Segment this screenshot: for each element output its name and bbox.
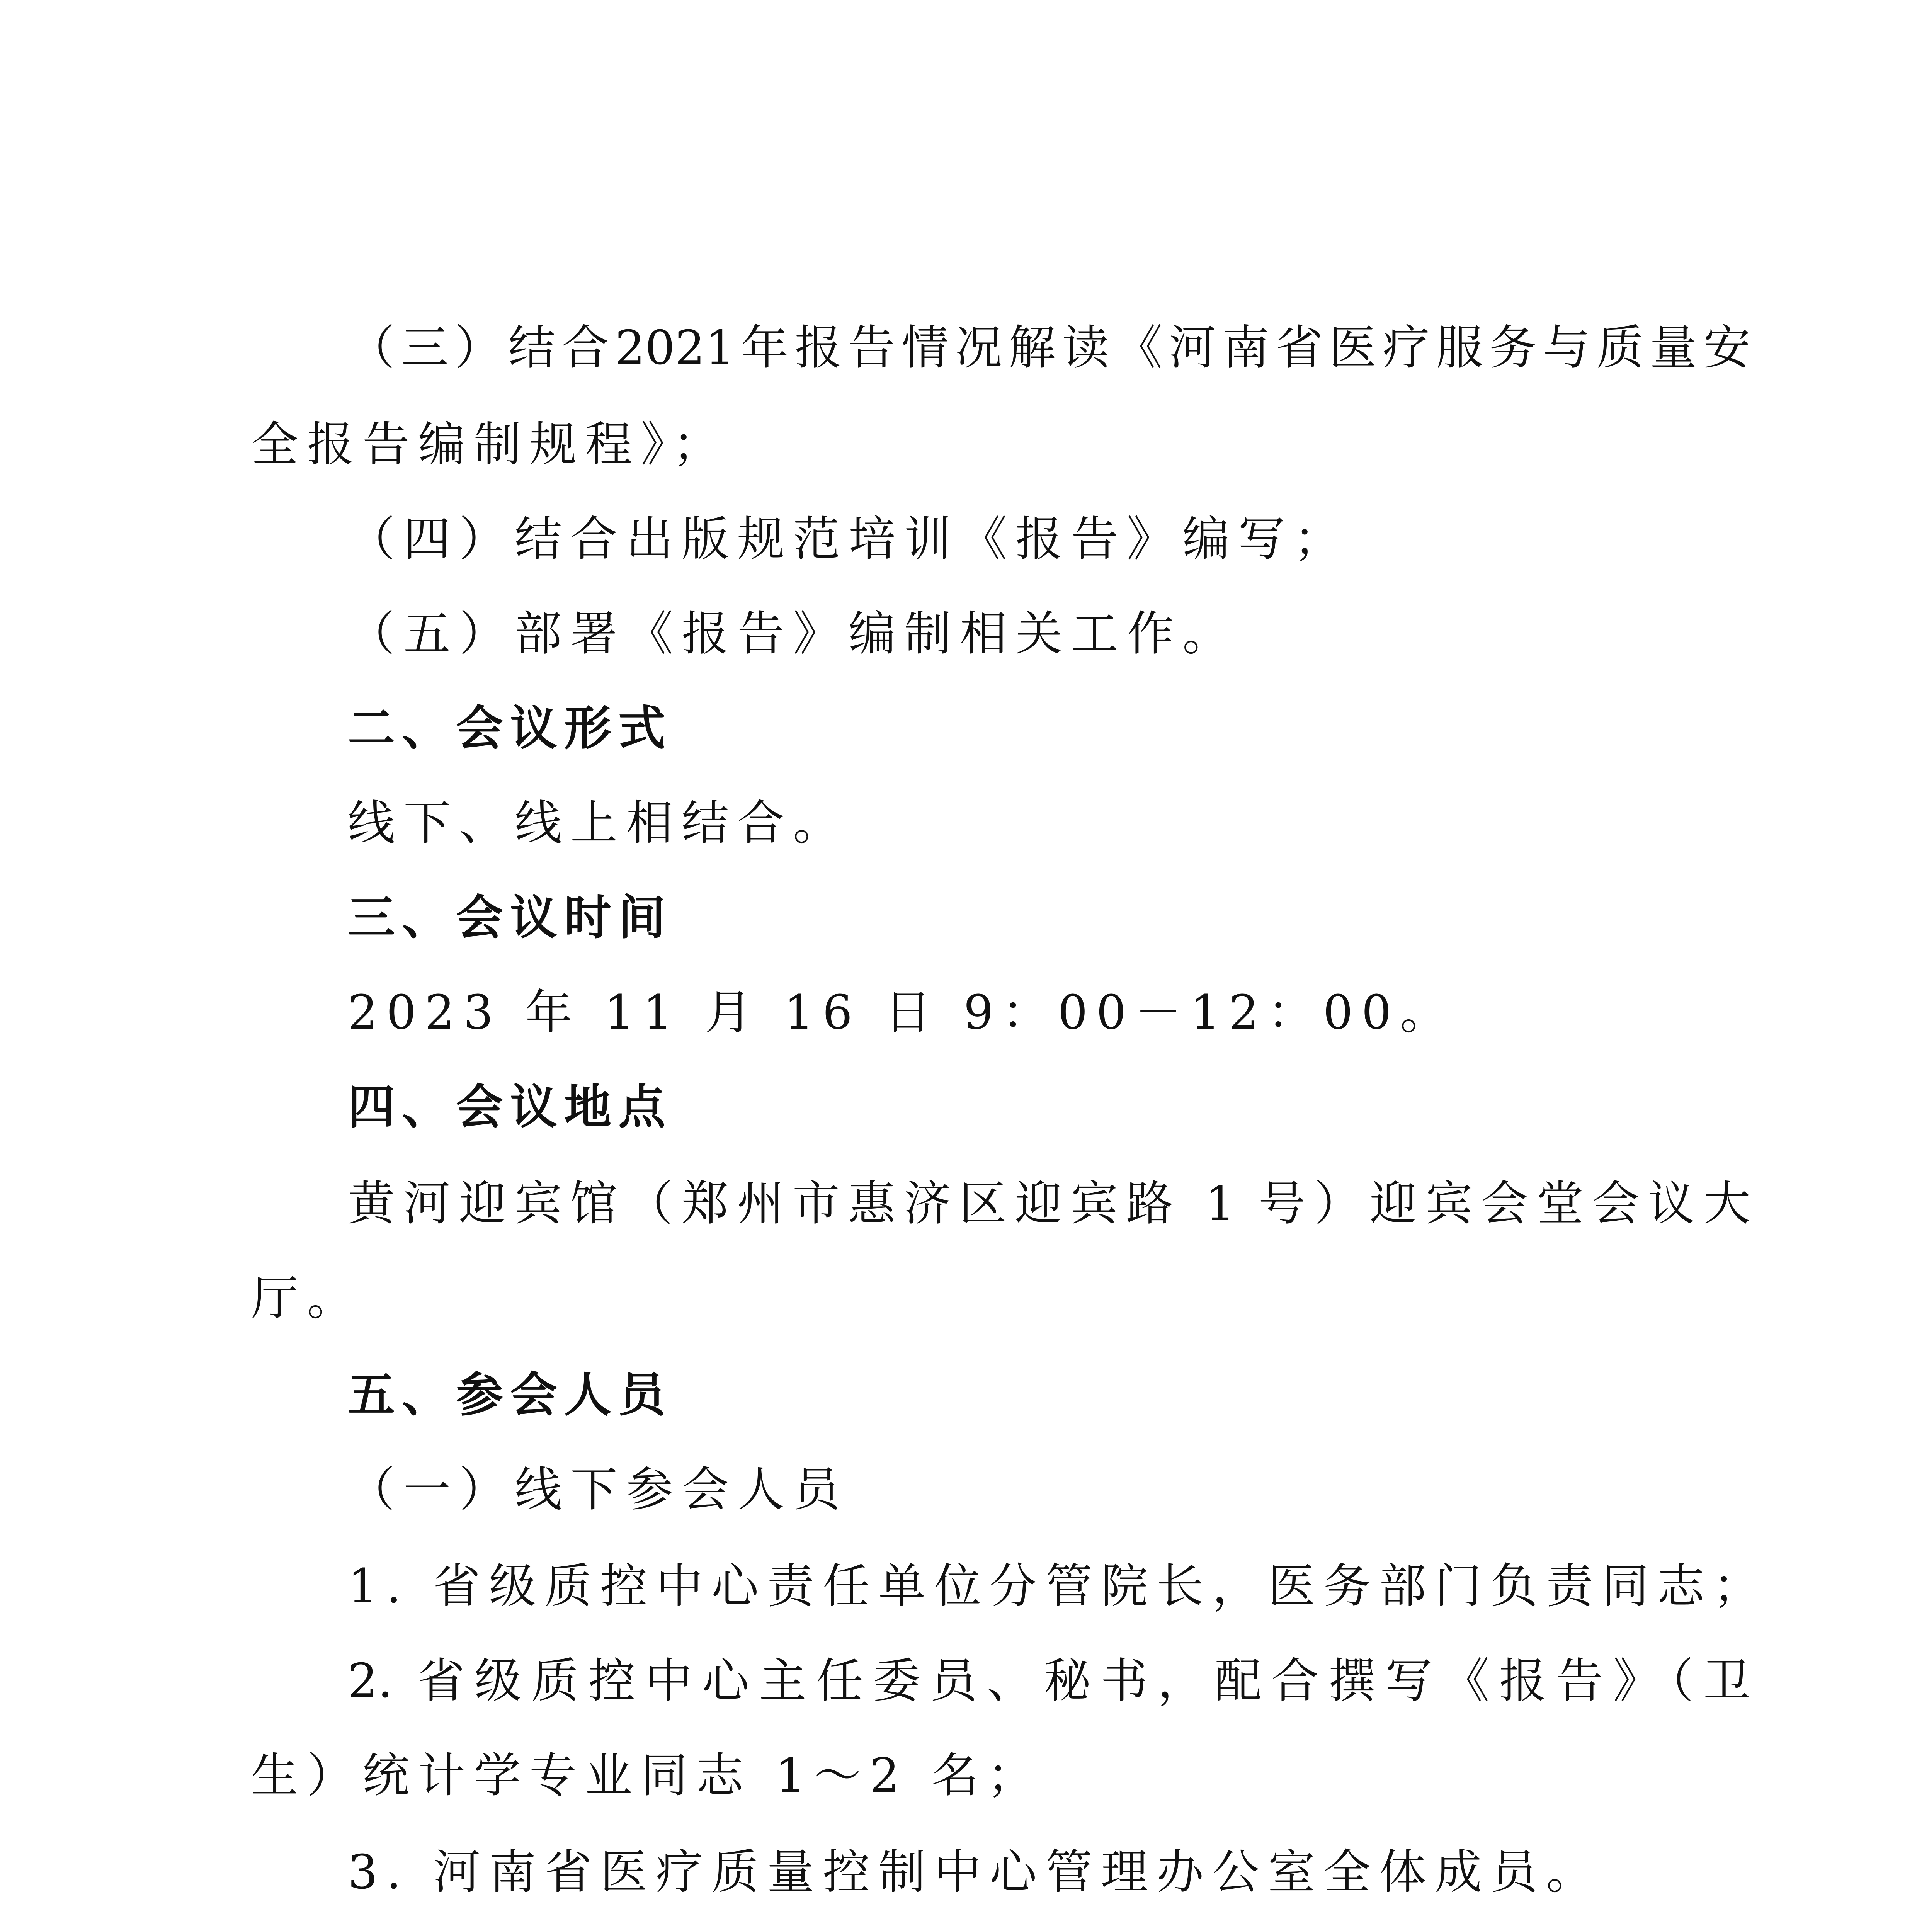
meeting-location-line-2: 厅。 — [251, 1271, 362, 1326]
offline-attendee-3: 3. 河南省医疗质量控制中心管理办公室全体成员。 — [348, 1845, 1602, 1900]
meeting-location-line-1: 黄河迎宾馆（郑州市惠济区迎宾路 1 号）迎宾会堂会议大 — [348, 1176, 1750, 1231]
section-heading-location: 四、会议地点 — [348, 1080, 672, 1134]
meeting-time-text: 2023 年 11 月 16 日 9：00－12：00。 — [348, 985, 1456, 1040]
section-heading-format: 二、会议形式 — [348, 701, 672, 756]
section-heading-attendees: 五、参会人员 — [348, 1367, 672, 1422]
agenda-item-3-line-2: 全报告编制规程》； — [251, 417, 728, 472]
subsection-offline-attendees: （一）线下参会人员 — [348, 1462, 849, 1517]
section-heading-time: 三、会议时间 — [348, 890, 672, 945]
offline-attendee-1: 1. 省级质控中心责任单位分管院长，医务部门负责同志； — [348, 1559, 1769, 1614]
offline-attendee-2-line-2: 生）统计学专业同志 1～2 名； — [251, 1748, 1043, 1803]
agenda-item-5: （五）部署《报告》编制相关工作。 — [348, 606, 1238, 661]
offline-attendee-2-line-1: 2. 省级质控中心主任委员、秘书，配合撰写《报告》（卫 — [348, 1653, 1750, 1708]
agenda-item-3-line-1: （三）结合2021年报告情况解读《河南省医疗服务与质量安 — [348, 320, 1750, 375]
agenda-item-4: （四）结合出版规范培训《报告》编写； — [348, 512, 1349, 566]
meeting-format-text: 线下、线上相结合。 — [348, 796, 849, 850]
